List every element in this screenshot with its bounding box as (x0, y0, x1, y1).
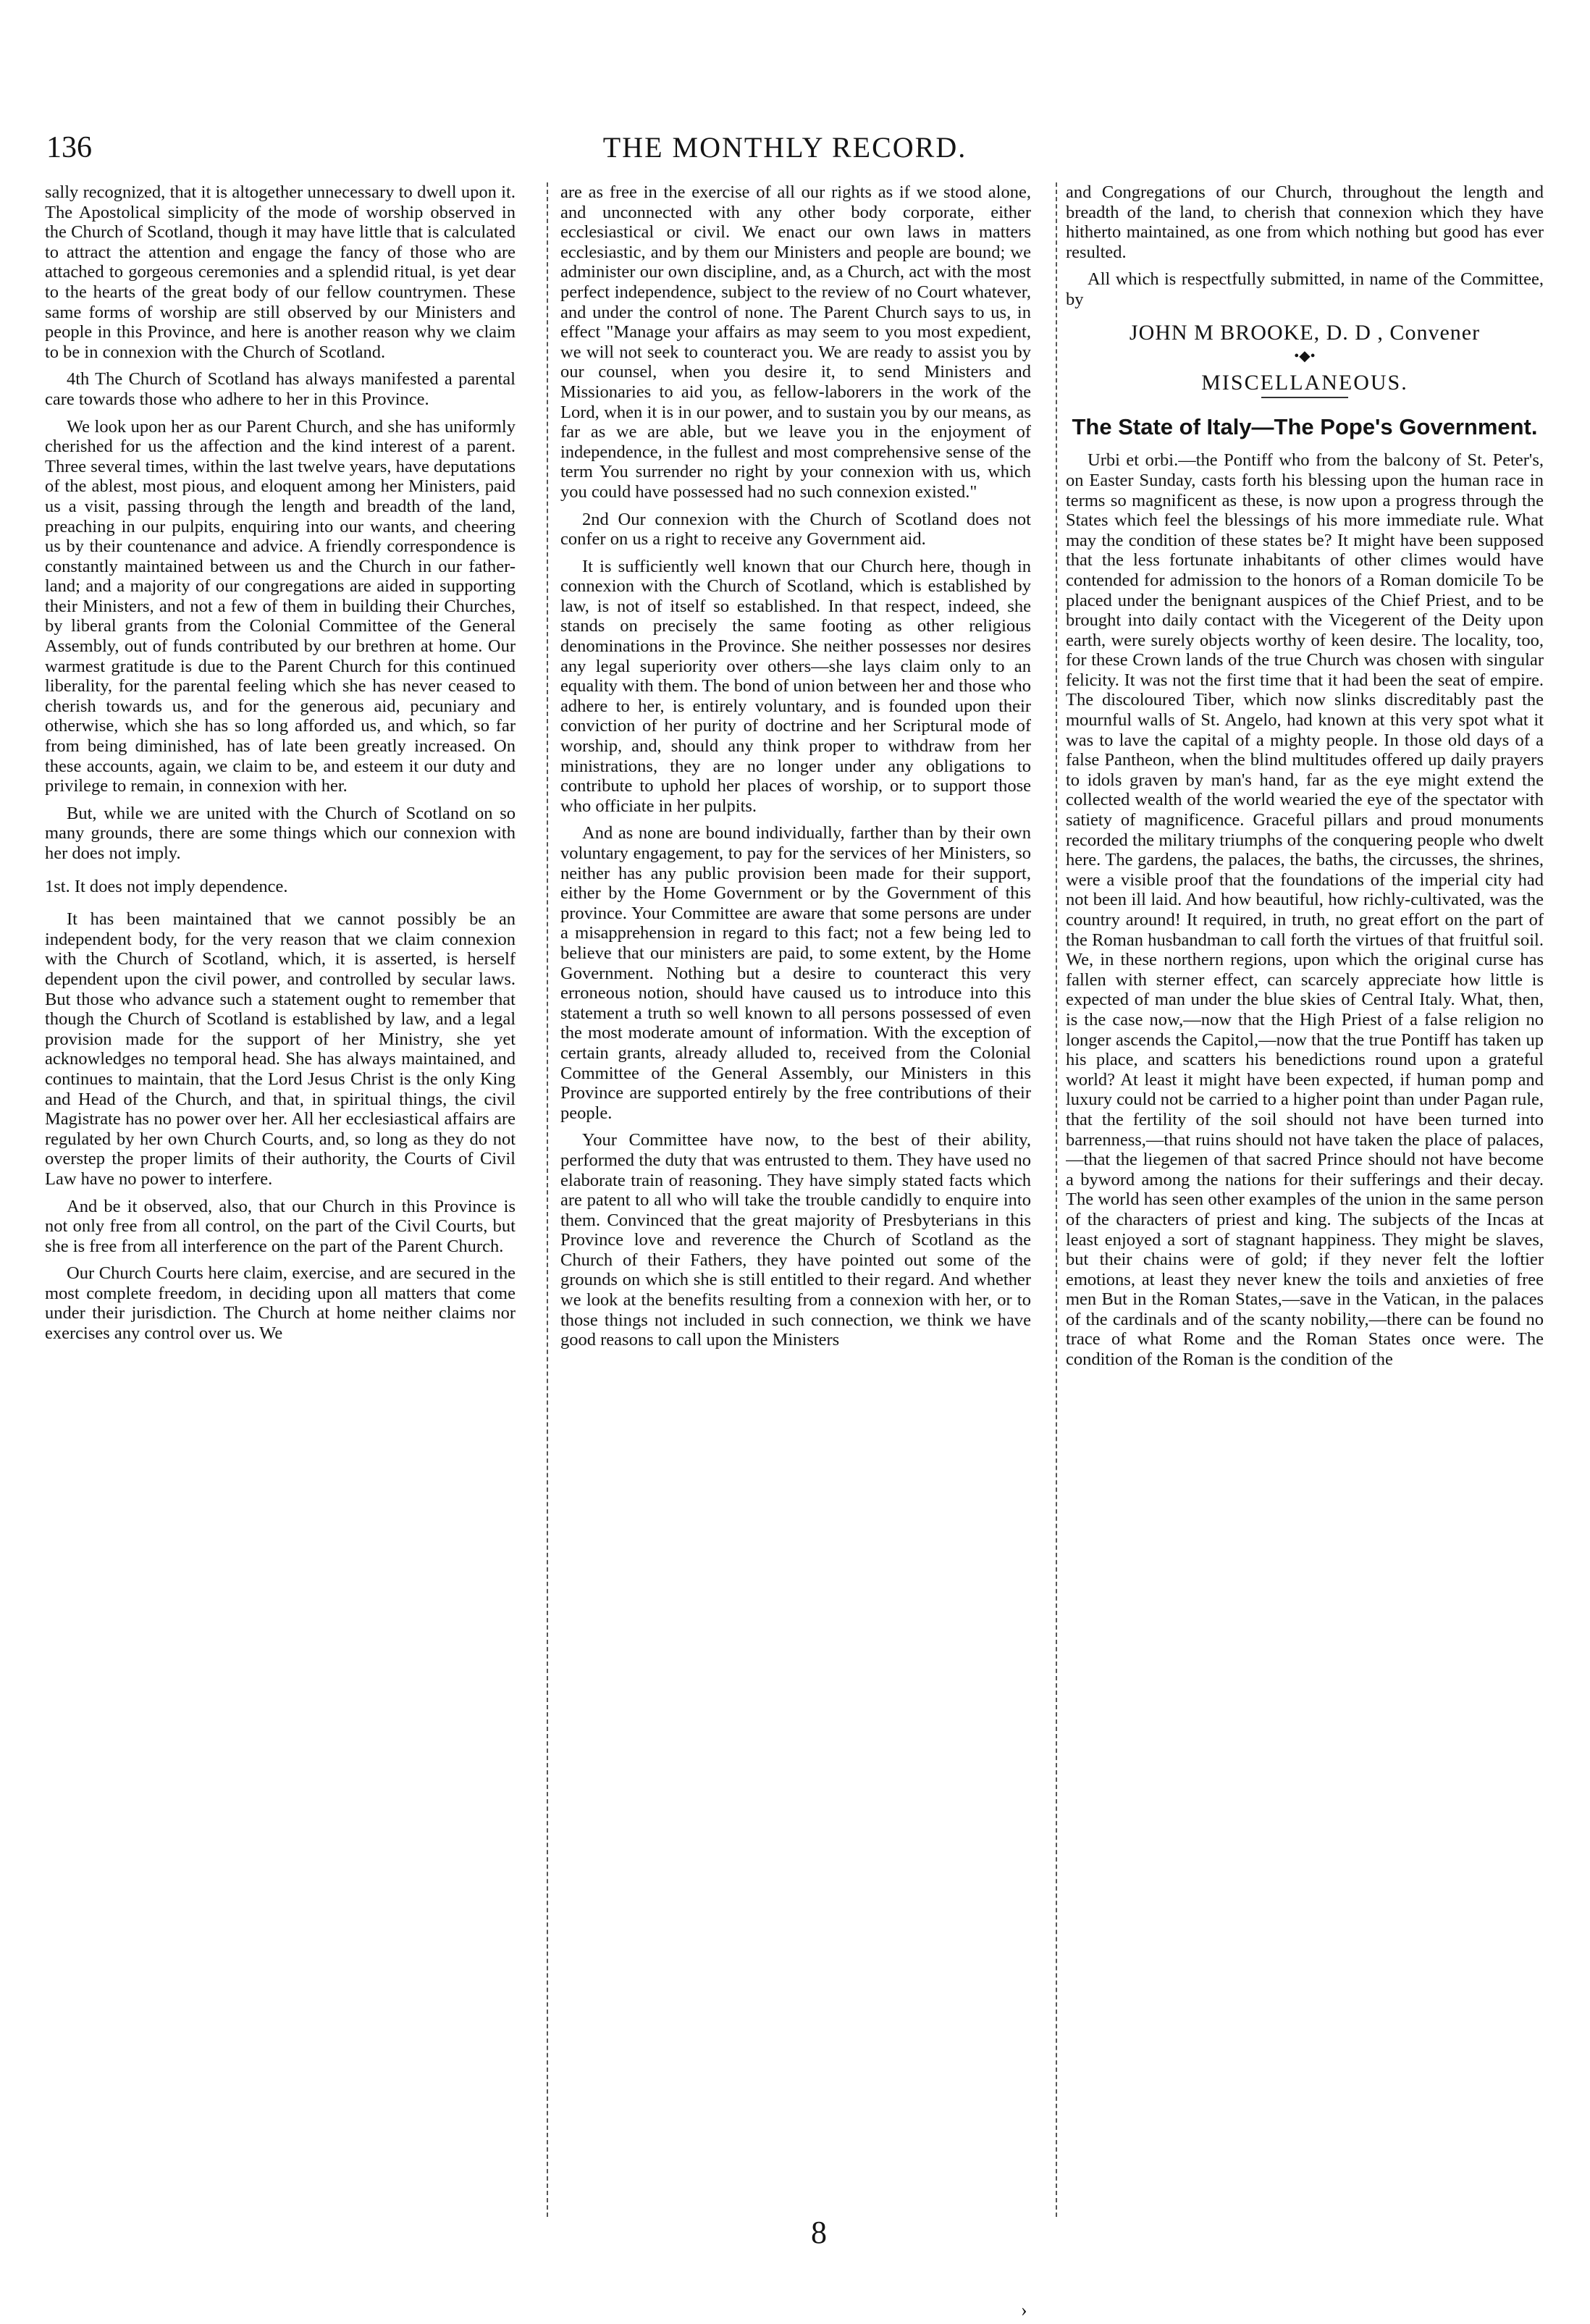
paragraph: It is sufficiently well known that our Church here, though in connexion with the Church of Scotland, which is established by law, is not of itself so established. In that respect, indeed, she stands on precisely the same footing as other religious denominations in the Province. She neither possesses nor desires any legal superiority over others—she lays claim only to an equality with them. The bond of union between her and those who adhere to her, is entirely voluntary, and is founded upon their conviction of her purity of doctrine and her Scriptural mode of worship, and, should any think proper to withdraw from her ministrations, they are no longer under any obligations to contribute to uphold her places of worship, or to support those who officiate in her pulpits. (560, 556, 1031, 816)
paragraph: sally recognized, that it is altogether unnecessary to dwell upon it. The Apostolical simplicity of the mode of worship observed in the Church of Scotland, though it may have little that is calculated to attract the attention and engage the fancy of those who are attached to gorgeous ceremonies and a splendid ritual, is yet dear to the hearts of the great body of our fellow countrymen. These same forms of worship are still observed by our Ministers and people in this Province, and here is another reason why we claim to be in connexion with the Church of Scotland. (45, 182, 516, 362)
footer (0, 2214, 1590, 2265)
column-left (45, 182, 516, 2217)
paragraph: Your Committee have now, to the best of their ability, performed the duty that was entrusted to them. They have used no elaborate train of reasoning. They have simply stated facts which are patent to all who will take the trouble candidly to enquire into them. Convinced that the great majority of Presbyterians in this Province love and reverence the Church of Scotland as the Church of their Fathers, they have pointed out some of the grounds on which she is still entitled to their regard. And whether we look at the benefits resulting from a connexion with her, or to those things not included in such connection, we think we have good reasons to call upon the Ministers (560, 1130, 1031, 1350)
column-divider-left (547, 182, 548, 2217)
paragraph: And as none are bound individually, farther than by their own voluntary engagement, to pay for the services of her Ministers, so neither has any public provision been made for their support, either by the Home Government or by the Government of this province. Your Committee are aware that some persons are under a misapprehension in regard to this fact; not a few being led to believe that our ministers are paid, to some extent, by the Home Government. Nothing but a desire to counteract this very erroneous notion, should have caused us to introduce into this statement a truth so well known to all persons possessed of even the most moderate amount of information. With the exception of certain grants, already alluded to, received from the Colonial Committee of the General Assembly, our Ministers in this Province are supported entirely by the free contributions of their people. (560, 823, 1031, 1123)
paragraph: We look upon her as our Parent Church, and she has uniformly cherished for us the affection and the kind interest of a parent. Three several times, within the last twelve years, have deputations of the ablest, most pious, and eloquent among her Ministers, paid us a visit, passing through the length and breadth of the land, preaching in our pulpits, enquiring into our wants, and cheering us by their countenance and advice. A friendly correspondence is constantly maintained between us and the Church in our father-land; and a majority of our congregations are aided in supporting their Ministers, and not a few of them in building their Churches, by liberal grants from the Colonial Committee of the General Assembly, out of funds contributed by our brethren at home. Our warmest gratitude is due to the Parent Church for this continued liberality, for the parental feeling which she has never ceased to cherish towards us, and for the generous aid, pecuniary and otherwise, which she has so long afforded us, and which, so far from being diminished, has of late been greatly increased. On these accounts, again, we claim to be, and esteem it our duty and privilege to remain, in connexion with her. (45, 416, 516, 796)
paragraph: Our Church Courts here claim, exercise, and are secured in the most complete freedom, in deciding upon all matters that come under their jurisdiction. The Church at home neither claims nor exercises any control over us. We (45, 1263, 516, 1344)
running-title: THE MONTHLY RECORD. (602, 131, 967, 164)
column-divider-right (1056, 182, 1057, 2217)
paragraph: are as free in the exercise of all our rights as if we stood alone, and unconnected with any other body corporate, either ecclesiastical or civil. We enact our own laws in matters ecclesiastic, and by them our Ministers and people are bound; we administer our own discipline, and, as a Church, act with the most perfect independence, subject to the review of no Court whatever, and under the control of none. The Parent Church says to us, in effect "Manage your affairs as may seem to you most expedient, we will not seek to counteract you. We are ready to assist you by our counsel, when you desire it, to send Ministers and Missionaries to aid you, as fellow-laborers in the work of the Lord, when it is in our power, and to sustain you by our means, as far as we are able, but we leave you in the enjoyment of independence, in the fullest and most comprehensive sense of the term You surrender no right by your connexion with us, which you could have possessed had no such connexion existed." (560, 182, 1031, 502)
paragraph: But, while we are united with the Church of Scotland on so many grounds, there are some things which our connexion with her does not imply. (45, 803, 516, 863)
paragraph: All which is respectfully submitted, in name of the Committee, by (1066, 269, 1544, 309)
paragraph: 4th The Church of Scotland has always manifested a parental care towards those who adhere to her in this Province. (45, 369, 516, 409)
stray-ink-mark: › (1021, 2299, 1027, 2320)
column-middle (560, 182, 1031, 2217)
paragraph: And be it observed, also, that our Church in this Province is not only free from all control, on the part of the Civil Courts, but she is free from all interference on the part of the Parent Church. (45, 1196, 516, 1256)
short-rule (1261, 397, 1348, 398)
paragraph: Urbi et orbi.—the Pontiff who from the balcony of St. Peter's, on Easter Sunday, casts forth his blessing upon the human race in terms so magnificent as these, is now upon a progress through the States which feel the blessings of his more immediate rule. What may the condition of these states be? It might have been supposed that the less fortunate inhabitants of other climes would have contended for admission to the honors of a Roman domicile To be placed under the benignant auspices of the Chief Priest, and to be brought into daily contact with the Vicegerent of the Deity upon earth, were surely objects worthy of keen desire. The locality, too, for these Crown lands of the true Church was chosen with singular felicity. It was not the first time that it had been the seat of empire. The discoloured Tiber, which now slinks discreditably past the mournful walls of St. Angelo, had known at this very spot what it was to lave the capital of a mighty people. In those old days of a false Pantheon, when the blind multitudes offered up daily prayers to idols graven by man's hand, far as the eye might extend the collected wealth of the world wearied the eye of the spectator with satiety of magnificence. Graceful pillars and proud monuments recorded the military triumphs of the conquering people who dwelt here. The gardens, the palaces, the baths, the circusses, the shrines, were a visible proof that the foundations of the imperial city had not been ill laid. And how beautiful, how richly-cultivated, was the country around! It required, in truth, no great effort on the part of the Roman husbandman to call forth the virtues of that fruitful soil. We, in these northern regions, upon which the original curse has fallen with sterner effect, can scarcely appreciate how little is expected of man under the blue skies of Central Italy. What, then, is the case now,—now that the High Priest of a false religion no longer ascends the Capitol,—now that the true Pontiff has taken up his place, and scatters his benedictions round upon a grateful world? At least it might have been expected, if human pomp and luxury could not be carried to a higher point than under Pagan rule, that the fertility of the soil should not have been turned into barrenness,—that ruins should not have taken the place of palaces,—that the liegemen of that sacred Prince should not have become a byword among the nations for their sufferings and their decay. The world has seen other examples of the union in the same person of the characters of priest and king. The subjects of the Incas at least enjoyed a sort of stagnant happiness. They might be slaves, but their chains were of gold; if they never felt the loftier emotions, at least they never knew the toils and anxieties of free men But in the Roman States,—save in the Vatican, in the palaces of the cardinals and of the scanty nobility,—there can be found no trace of what Rome and the Roman States once were. The condition of the Roman is the condition of the (1066, 450, 1544, 1370)
article-title: The State of Italy—The Pope's Government. (1072, 414, 1538, 440)
printer-signature-mark: 8 (811, 2215, 827, 2250)
subheading: 1st. It does not imply dependence. (45, 876, 288, 896)
ornament: •◆• (1294, 348, 1316, 365)
paragraph: and Congregations of our Church, throughout the length and breadth of the land, to cherish that connexion which they have hitherto maintained, as one from which nothing but good has ever resulted. (1066, 182, 1544, 262)
column-right (1066, 182, 1544, 2217)
signature: JOHN M BROOKE, D. D , Convener (1129, 320, 1481, 345)
page-header (46, 130, 1523, 174)
section-heading: MISCELLANEOUS. (1201, 370, 1408, 395)
paragraph: It has been maintained that we cannot possibly be an independent body, for the very reason that we claim connexion with the Church of Scotland, which, it is asserted, is herself dependent upon the civil power, and controlled by secular laws. But those who advance such a statement ought to remember that though the Church of Scotland is established by law, and a legal provision made for the support of her Ministry, she yet acknowledges no temporal head. She has always maintained, and continues to maintain, that the Lord Jesus Christ is the only King and Head of the Church, and that, in spiritual things, the civil Magistrate has no power over her. All her ecclesiastical affairs are regulated by her own Church Courts, and, so long as they do not overstep the proper limits of their authority, the Courts of Civil Law have no power to interfere. (45, 909, 516, 1189)
page-number: 136 (46, 131, 92, 164)
paragraph: 2nd Our connexion with the Church of Scotland does not confer on us a right to receive any Government aid. (560, 509, 1031, 550)
